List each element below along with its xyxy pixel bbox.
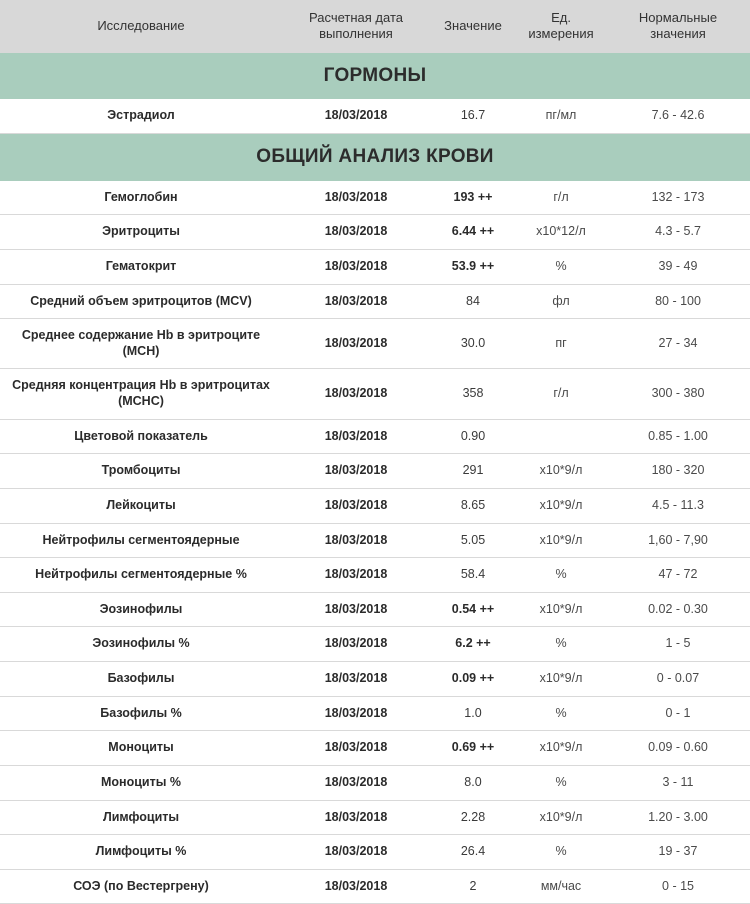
table-row bbox=[0, 284, 750, 319]
cell-unit: х10*9/л bbox=[516, 662, 606, 697]
cell-date: 18/03/2018 bbox=[282, 319, 430, 369]
table-row bbox=[0, 800, 750, 835]
table-body bbox=[0, 53, 750, 904]
cell-unit: пг/мл bbox=[516, 99, 606, 134]
cell-date: 18/03/2018 bbox=[282, 284, 430, 319]
cell-unit: % bbox=[516, 558, 606, 593]
cell-norm: 4.3 - 5.7 bbox=[606, 215, 750, 250]
cell-study-name: Эозинофилы bbox=[0, 592, 282, 627]
table-row bbox=[0, 558, 750, 593]
cell-norm: 19 - 37 bbox=[606, 835, 750, 870]
cell-study-name: Лимфоциты bbox=[0, 800, 282, 835]
cell-value: 0.54 ++ bbox=[430, 592, 516, 627]
cell-study-name: СОЭ (по Вестергрену) bbox=[0, 869, 282, 904]
cell-norm: 0.85 - 1.00 bbox=[606, 419, 750, 454]
cell-value: 358 bbox=[430, 369, 516, 419]
cell-value: 1.0 bbox=[430, 696, 516, 731]
table-row bbox=[0, 454, 750, 489]
cell-study-name: Базофилы bbox=[0, 662, 282, 697]
cell-value: 291 bbox=[430, 454, 516, 489]
cell-study-name: Эритроциты bbox=[0, 215, 282, 250]
cell-value: 30.0 bbox=[430, 319, 516, 369]
cell-value: 193 ++ bbox=[430, 180, 516, 215]
cell-norm: 39 - 49 bbox=[606, 249, 750, 284]
cell-norm: 80 - 100 bbox=[606, 284, 750, 319]
cell-study-name: Моноциты % bbox=[0, 765, 282, 800]
table-row bbox=[0, 488, 750, 523]
cell-norm: 1 - 5 bbox=[606, 627, 750, 662]
cell-value: 5.05 bbox=[430, 523, 516, 558]
cell-unit: % bbox=[516, 627, 606, 662]
cell-value: 0.90 bbox=[430, 419, 516, 454]
cell-norm: 0 - 1 bbox=[606, 696, 750, 731]
cell-value: 58.4 bbox=[430, 558, 516, 593]
cell-unit: пг bbox=[516, 319, 606, 369]
column-header-value: Значение bbox=[430, 0, 516, 53]
cell-study-name: Нейтрофилы сегментоядерные bbox=[0, 523, 282, 558]
cell-value: 6.44 ++ bbox=[430, 215, 516, 250]
cell-date: 18/03/2018 bbox=[282, 558, 430, 593]
cell-value: 53.9 ++ bbox=[430, 249, 516, 284]
table-row bbox=[0, 592, 750, 627]
cell-study-name: Базофилы % bbox=[0, 696, 282, 731]
table-row bbox=[0, 731, 750, 766]
cell-value: 8.0 bbox=[430, 765, 516, 800]
cell-value: 84 bbox=[430, 284, 516, 319]
cell-norm: 180 - 320 bbox=[606, 454, 750, 489]
cell-study-name: Тромбоциты bbox=[0, 454, 282, 489]
cell-date: 18/03/2018 bbox=[282, 488, 430, 523]
cell-value: 0.09 ++ bbox=[430, 662, 516, 697]
table-row bbox=[0, 662, 750, 697]
cell-date: 18/03/2018 bbox=[282, 419, 430, 454]
cell-unit: х10*12/л bbox=[516, 215, 606, 250]
cell-study-name: Среднее содержание Hb в эритроците (MCH) bbox=[0, 319, 282, 369]
section-title: ОБЩИЙ АНАЛИЗ КРОВИ bbox=[0, 133, 750, 180]
cell-norm: 0 - 0.07 bbox=[606, 662, 750, 697]
cell-date: 18/03/2018 bbox=[282, 523, 430, 558]
table-row bbox=[0, 249, 750, 284]
table-row bbox=[0, 523, 750, 558]
cell-unit: х10*9/л bbox=[516, 488, 606, 523]
cell-norm: 1,60 - 7,90 bbox=[606, 523, 750, 558]
table-row bbox=[0, 319, 750, 369]
cell-date: 18/03/2018 bbox=[282, 835, 430, 870]
cell-date: 18/03/2018 bbox=[282, 765, 430, 800]
cell-date: 18/03/2018 bbox=[282, 99, 430, 134]
cell-unit: г/л bbox=[516, 180, 606, 215]
cell-unit: % bbox=[516, 696, 606, 731]
cell-date: 18/03/2018 bbox=[282, 249, 430, 284]
cell-value: 26.4 bbox=[430, 835, 516, 870]
cell-study-name: Средний объем эритроцитов (MCV) bbox=[0, 284, 282, 319]
cell-date: 18/03/2018 bbox=[282, 731, 430, 766]
cell-norm: 27 - 34 bbox=[606, 319, 750, 369]
cell-study-name: Цветовой показатель bbox=[0, 419, 282, 454]
cell-norm: 1.20 - 3.00 bbox=[606, 800, 750, 835]
cell-unit: фл bbox=[516, 284, 606, 319]
cell-unit: х10*9/л bbox=[516, 523, 606, 558]
cell-study-name: Моноциты bbox=[0, 731, 282, 766]
cell-value: 16.7 bbox=[430, 99, 516, 134]
cell-study-name: Лимфоциты % bbox=[0, 835, 282, 870]
column-header-norm: Нормальные значения bbox=[606, 0, 750, 53]
column-header-unit: Ед. измерения bbox=[516, 0, 606, 53]
cell-unit: х10*9/л bbox=[516, 731, 606, 766]
cell-study-name: Эстрадиол bbox=[0, 99, 282, 134]
cell-norm: 0.02 - 0.30 bbox=[606, 592, 750, 627]
cell-date: 18/03/2018 bbox=[282, 369, 430, 419]
table-row bbox=[0, 696, 750, 731]
cell-date: 18/03/2018 bbox=[282, 592, 430, 627]
table-row bbox=[0, 369, 750, 419]
cell-unit bbox=[516, 419, 606, 454]
cell-unit: % bbox=[516, 249, 606, 284]
cell-unit: % bbox=[516, 765, 606, 800]
section-title: ГОРМОНЫ bbox=[0, 53, 750, 99]
cell-study-name: Гемоглобин bbox=[0, 180, 282, 215]
cell-norm: 4.5 - 11.3 bbox=[606, 488, 750, 523]
cell-study-name: Гематокрит bbox=[0, 249, 282, 284]
cell-value: 8.65 bbox=[430, 488, 516, 523]
cell-unit: % bbox=[516, 835, 606, 870]
table-row bbox=[0, 835, 750, 870]
cell-study-name: Средняя концентрация Hb в эритроцитах (MCHC) bbox=[0, 369, 282, 419]
cell-study-name: Лейкоциты bbox=[0, 488, 282, 523]
cell-unit: х10*9/л bbox=[516, 454, 606, 489]
section-header-row bbox=[0, 53, 750, 99]
cell-date: 18/03/2018 bbox=[282, 800, 430, 835]
cell-study-name: Нейтрофилы сегментоядерные % bbox=[0, 558, 282, 593]
cell-date: 18/03/2018 bbox=[282, 180, 430, 215]
table-header bbox=[0, 0, 750, 53]
column-header-study: Исследование bbox=[0, 0, 282, 53]
cell-study-name: Эозинофилы % bbox=[0, 627, 282, 662]
cell-unit: мм/час bbox=[516, 869, 606, 904]
cell-date: 18/03/2018 bbox=[282, 869, 430, 904]
cell-date: 18/03/2018 bbox=[282, 696, 430, 731]
cell-norm: 132 - 173 bbox=[606, 180, 750, 215]
table-row bbox=[0, 215, 750, 250]
cell-value: 2 bbox=[430, 869, 516, 904]
cell-norm: 0 - 15 bbox=[606, 869, 750, 904]
cell-value: 2.28 bbox=[430, 800, 516, 835]
cell-unit: г/л bbox=[516, 369, 606, 419]
cell-norm: 300 - 380 bbox=[606, 369, 750, 419]
table-row bbox=[0, 627, 750, 662]
cell-value: 6.2 ++ bbox=[430, 627, 516, 662]
table-row bbox=[0, 419, 750, 454]
section-header-row bbox=[0, 133, 750, 180]
table-row bbox=[0, 869, 750, 904]
table-row bbox=[0, 180, 750, 215]
cell-date: 18/03/2018 bbox=[282, 627, 430, 662]
cell-value: 0.69 ++ bbox=[430, 731, 516, 766]
table-header-row bbox=[0, 0, 750, 53]
column-header-date: Расчетная дата выполнения bbox=[282, 0, 430, 53]
cell-date: 18/03/2018 bbox=[282, 454, 430, 489]
table-row bbox=[0, 99, 750, 134]
cell-date: 18/03/2018 bbox=[282, 662, 430, 697]
cell-date: 18/03/2018 bbox=[282, 215, 430, 250]
cell-norm: 47 - 72 bbox=[606, 558, 750, 593]
cell-unit: х10*9/л bbox=[516, 592, 606, 627]
cell-norm: 3 - 11 bbox=[606, 765, 750, 800]
cell-norm: 7.6 - 42.6 bbox=[606, 99, 750, 134]
cell-norm: 0.09 - 0.60 bbox=[606, 731, 750, 766]
table-row bbox=[0, 765, 750, 800]
cell-unit: х10*9/л bbox=[516, 800, 606, 835]
